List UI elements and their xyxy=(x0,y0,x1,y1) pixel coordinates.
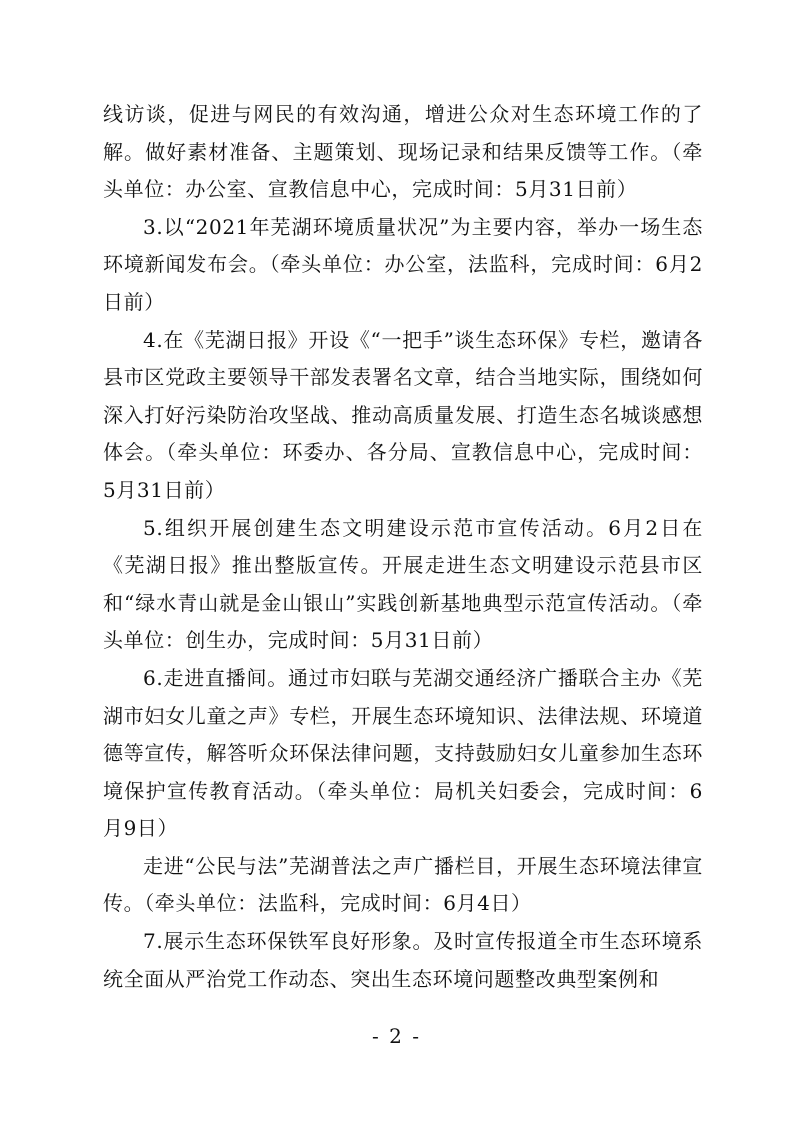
paragraph-item-7: 7.展示生态环保铁军良好形象。及时宣传报道全市生态环境系统全面从严治党工作动态、突出生态环境问题整改典型案例和 xyxy=(103,929,703,991)
paragraph-item-3: 3.以“2021年芜湖环境质量状况”为主要内容，举办一场生态环境新闻发布会。（牵头单位：办公室，法监科，完成时间：6月2日前） xyxy=(103,214,703,314)
page-number: - 2 - xyxy=(372,1024,421,1048)
body-text xyxy=(103,96,703,998)
paragraph-item-4: 4.在《芜湖日报》开设《“一把手”谈生态环保》专栏，邀请各县市区党政主要领导干部发表署名文章，结合当地实际，围绕如何深入打好污染防治攻坚战、推动高质量发展、打造生态名城谈感想体会。（牵头单位：环委办、各分局、宣教信息中心，完成时间：5月31日前） xyxy=(103,327,703,502)
paragraph-item-6-radio: 走进“公民与法”芜湖普法之声广播栏目，开展生态环境法律宣传。（牵头单位：法监科，完成时间：6月4日） xyxy=(103,853,703,916)
paragraph-item-6: 6.走进直播间。通过市妇联与芜湖交通经济广播联合主办《芜湖市妇女儿童之声》专栏，开展生态环境知识、法律法规、环境道德等宣传，解答听众环保法律问题，支持鼓励妇女儿童参加生态环境保护宣传教育活动。（牵头单位：局机关妇委会，完成时间：6月9日） xyxy=(103,665,703,841)
paragraph-interview-continued: 线访谈，促进与网民的有效沟通，增进公众对生态环境工作的了解。做好素材准备、主题策划、现场记录和结果反馈等工作。（牵头单位：办公室、宣教信息中心，完成时间：5月31日前） xyxy=(103,102,703,202)
paragraph-item-5: 5.组织开展创建生态文明建设示范市宣传活动。6月2日在《芜湖日报》推出整版宣传。开展走进生态文明建设示范县市区和“绿水青山就是金山银山”实践创新基地典型示范宣传活动。（牵头单位：创生办，完成时间：5月31日前） xyxy=(103,515,703,653)
